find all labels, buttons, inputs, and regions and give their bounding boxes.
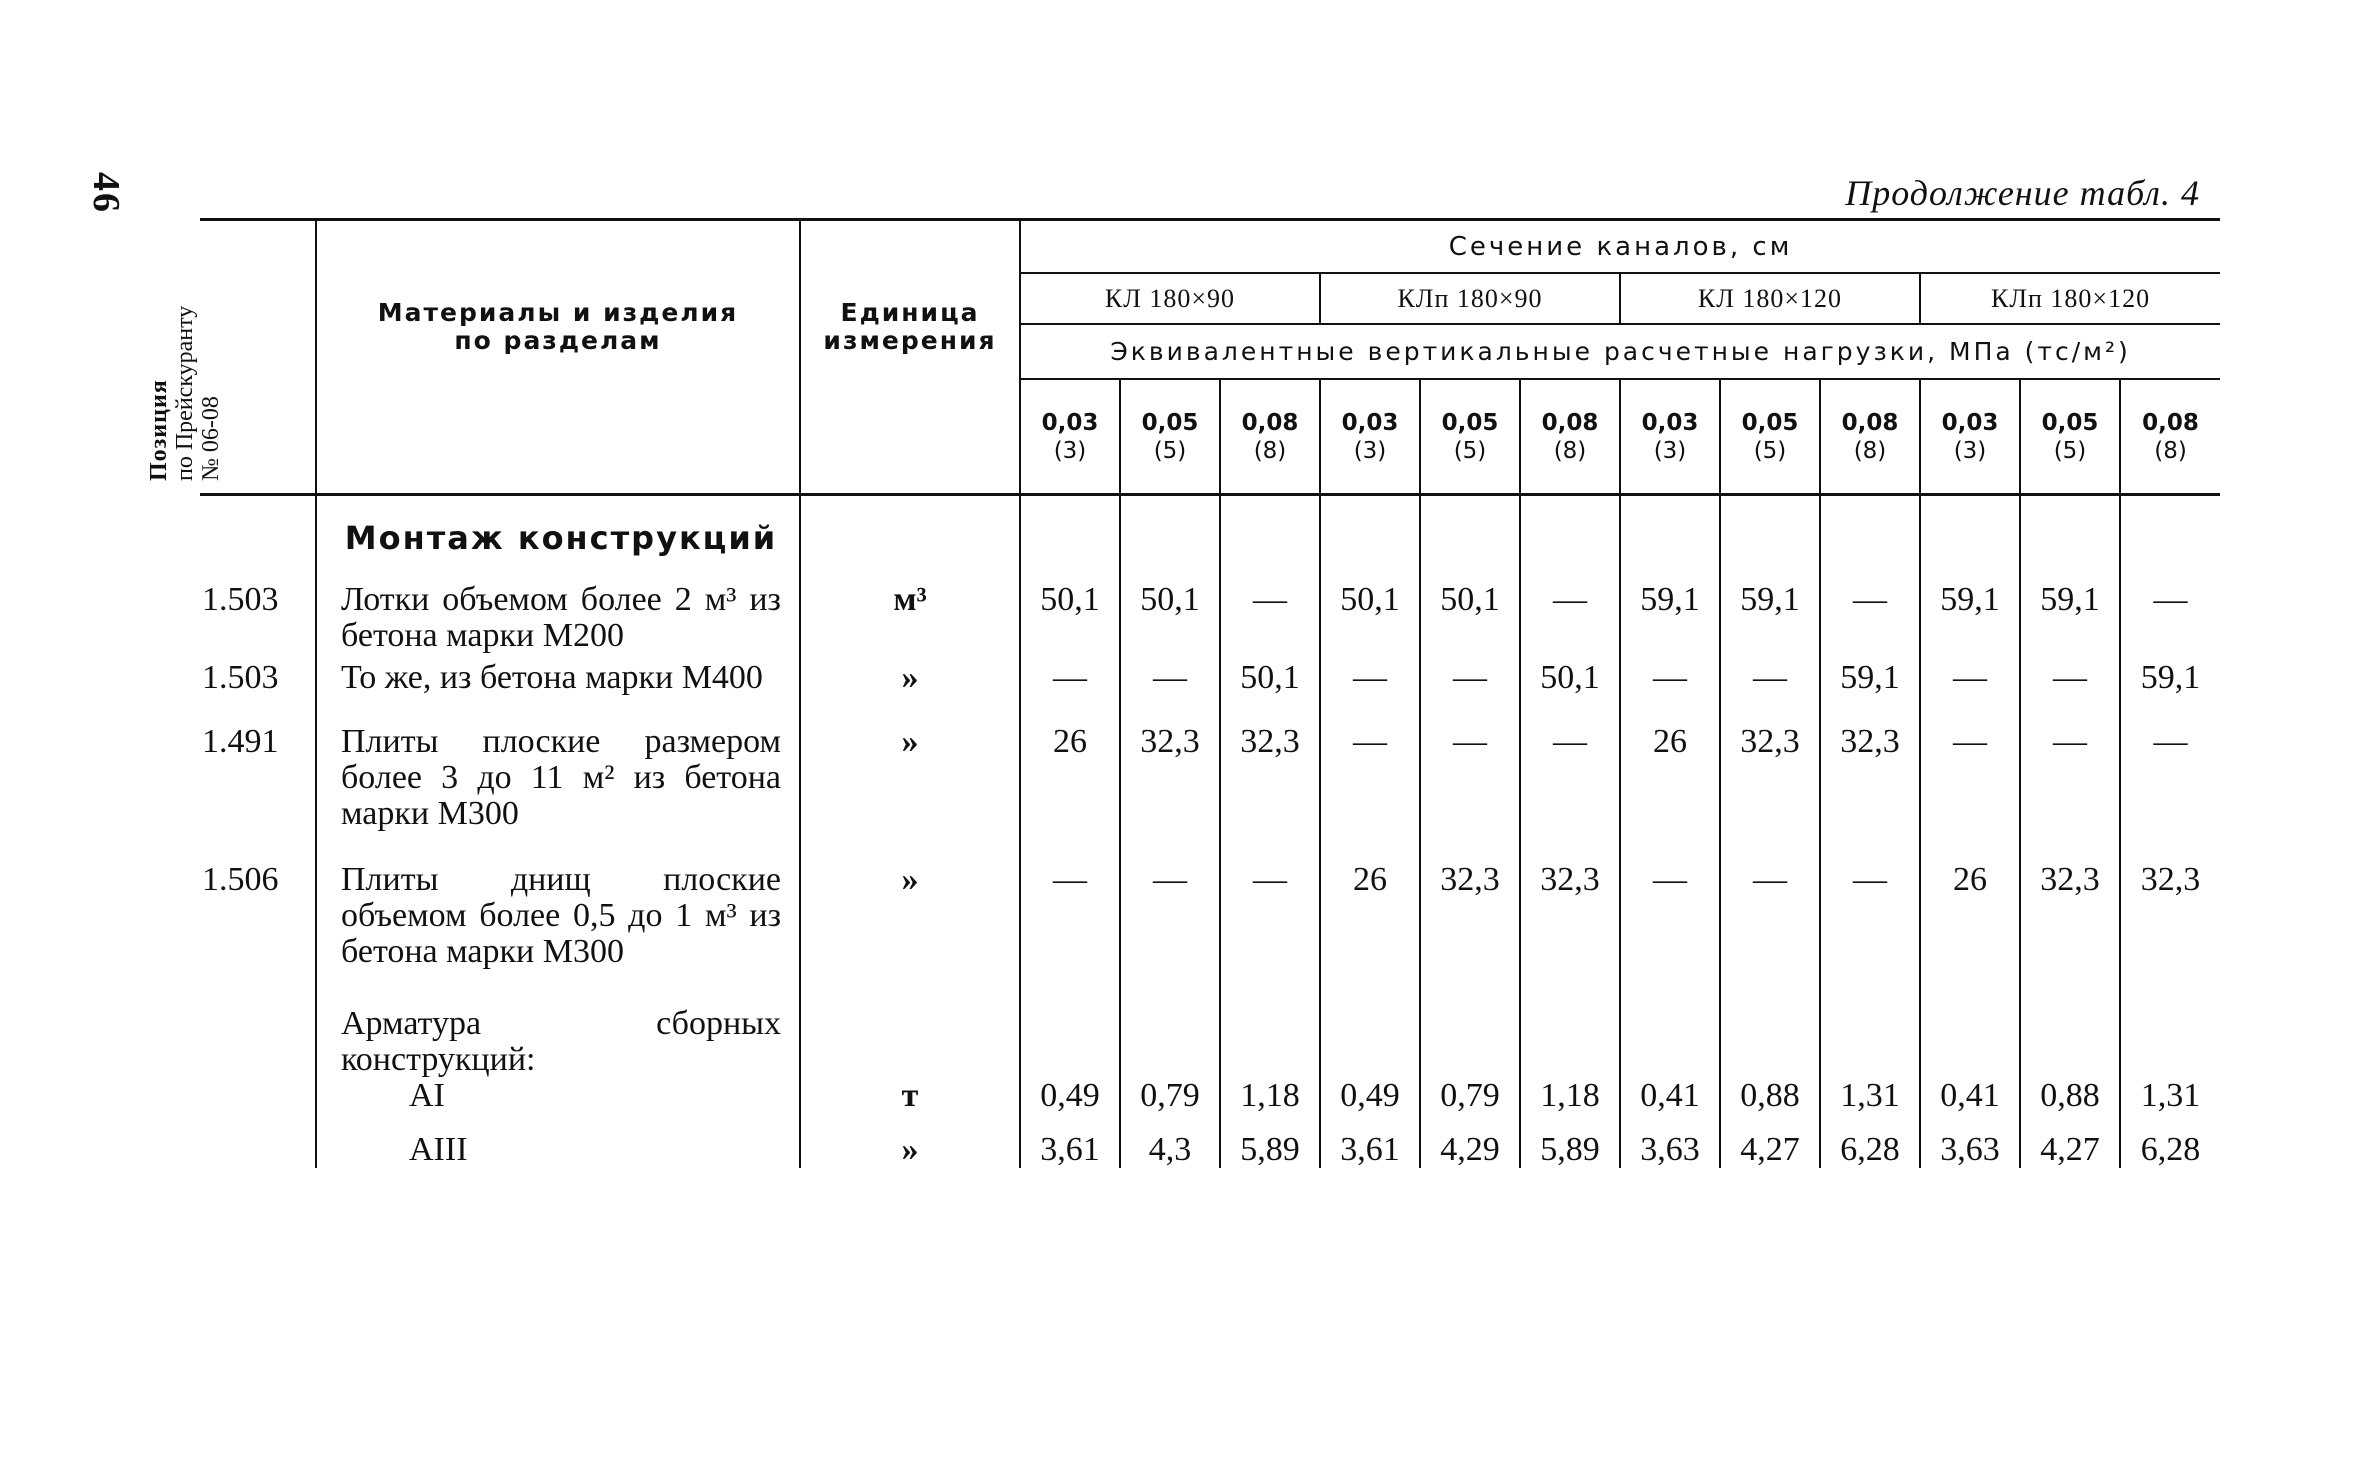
value-cell: 50,1 <box>1420 576 1520 654</box>
value-cell: 59,1 <box>1720 576 1820 654</box>
value-cell: 1,31 <box>2120 1078 2220 1114</box>
table-header <box>146 220 2220 495</box>
table-row <box>200 654 2220 696</box>
value-cell <box>1820 970 1920 1078</box>
value-cell: 50,1 <box>1220 654 1320 696</box>
value-cell <box>1720 970 1820 1078</box>
position-header-line-1: Позиция <box>146 379 172 481</box>
value-cell: 0,49 <box>1320 1078 1420 1114</box>
load-value-header <box>1420 379 1520 494</box>
position-header-line-2: по Прейскуранту <box>172 305 198 481</box>
material-cell <box>316 654 800 696</box>
material-text: Плиты плоские размером более 3 до 11 м² из бетона марки М300 <box>341 723 781 832</box>
value-cell: — <box>2020 654 2120 696</box>
unit-cell: » <box>800 832 1020 970</box>
value-cell: 50,1 <box>1520 654 1620 696</box>
position-cell <box>200 1114 316 1168</box>
value-cell: — <box>1920 654 2020 696</box>
value-cell: 6,28 <box>2120 1114 2220 1168</box>
unit-cell: » <box>800 696 1020 832</box>
value-cell: 32,3 <box>2020 832 2120 970</box>
material-text: То же, из бетона марки М400 <box>341 659 763 696</box>
position-header <box>146 220 316 495</box>
table-row <box>200 832 2220 970</box>
load-value-alt: (3) <box>1953 437 1987 464</box>
material-text: Плиты днищ плоские объемом более 0,5 до 1 м³ из бетона марки М300 <box>341 861 781 970</box>
value-cell: — <box>1820 576 1920 654</box>
section-header: Сечение каналов, см <box>1020 220 2220 274</box>
price-table <box>146 218 2220 1168</box>
load-value-alt: (3) <box>1653 437 1687 464</box>
value-cell: 26 <box>1320 832 1420 970</box>
value-cell: 4,27 <box>1720 1114 1820 1168</box>
table-row <box>200 1078 2220 1114</box>
value-cell: 3,61 <box>1020 1114 1120 1168</box>
load-value: 0,03 <box>1641 409 1699 436</box>
unit-header-line-2: измерения <box>823 326 997 355</box>
value-cell: 26 <box>1920 832 2020 970</box>
material-cell <box>316 832 800 970</box>
value-cell: — <box>1420 654 1520 696</box>
load-value: 0,08 <box>1541 409 1599 436</box>
value-cell <box>2120 970 2220 1078</box>
materials-header <box>316 220 800 495</box>
load-value-alt: (5) <box>1753 437 1787 464</box>
value-cell: 32,3 <box>2120 832 2220 970</box>
value-cell <box>1420 970 1520 1078</box>
value-cell: 3,63 <box>1920 1114 2020 1168</box>
value-cell: — <box>1620 832 1720 970</box>
load-value-alt: (5) <box>1453 437 1487 464</box>
unit-cell: » <box>800 1114 1020 1168</box>
load-value-alt: (3) <box>1353 437 1387 464</box>
load-value-header <box>2020 379 2120 494</box>
value-cell: 6,28 <box>1820 1114 1920 1168</box>
table-row <box>200 970 2220 1078</box>
group-header-kl-180x120: КЛ 180×120 <box>1620 273 1920 324</box>
value-cell: — <box>1420 696 1520 832</box>
armature-item: АIII <box>409 1131 468 1168</box>
value-cell: 1,18 <box>1520 1078 1620 1114</box>
load-value-alt: (8) <box>1853 437 1887 464</box>
materials-header-line-1: Материалы и изделия <box>377 298 739 327</box>
position-cell: 1.491 <box>202 723 279 760</box>
load-value: 0,03 <box>1041 409 1099 436</box>
position-cell <box>200 970 316 1078</box>
value-cell: — <box>1020 654 1120 696</box>
value-cell: 26 <box>1620 696 1720 832</box>
load-value-header <box>1920 379 2020 494</box>
value-cell: 0,41 <box>1620 1078 1720 1114</box>
value-cell: 5,89 <box>1520 1114 1620 1168</box>
value-cell: — <box>1320 696 1420 832</box>
continuation-label: Продолжение табл. 4 <box>1845 173 2200 213</box>
value-cell: — <box>2120 576 2220 654</box>
value-cell: 0,88 <box>2020 1078 2120 1114</box>
unit-cell: » <box>800 654 1020 696</box>
load-value-alt: (8) <box>1553 437 1587 464</box>
value-cell: 59,1 <box>1620 576 1720 654</box>
value-cell <box>1020 970 1120 1078</box>
value-cell: 3,61 <box>1320 1114 1420 1168</box>
material-cell <box>316 696 800 832</box>
load-value: 0,05 <box>1441 409 1499 436</box>
load-value-alt: (3) <box>1053 437 1087 464</box>
load-value-header <box>1720 379 1820 494</box>
armature-title: Арматура сборных конструкций: <box>341 1005 781 1078</box>
value-cell: 1,31 <box>1820 1078 1920 1114</box>
value-cell: 32,3 <box>1520 832 1620 970</box>
value-cell: 0,79 <box>1120 1078 1220 1114</box>
value-cell: 32,3 <box>1420 832 1520 970</box>
value-cell: 26 <box>1020 696 1120 832</box>
value-cell: 32,3 <box>1820 696 1920 832</box>
value-cell: — <box>1820 832 1920 970</box>
load-value-alt: (5) <box>2053 437 2087 464</box>
value-cell: 5,89 <box>1220 1114 1320 1168</box>
material-cell <box>316 1114 800 1168</box>
page-number: 46 <box>85 172 127 214</box>
table-body <box>200 495 2220 1169</box>
load-value-header <box>1820 379 1920 494</box>
load-value: 0,03 <box>1941 409 1999 436</box>
load-value: 0,08 <box>2142 409 2199 436</box>
value-cell: 59,1 <box>1920 576 2020 654</box>
value-cell: 32,3 <box>1120 696 1220 832</box>
value-cell: — <box>1120 832 1220 970</box>
value-cell: 1,18 <box>1220 1078 1320 1114</box>
material-text: Лотки объемом более 2 м³ из бетона марки М200 <box>341 581 781 654</box>
table-row <box>200 1114 2220 1168</box>
value-cell <box>1120 970 1220 1078</box>
load-header: Эквивалентные вертикальные расчетные нагрузки, МПа (тс/м²) <box>1020 324 2220 379</box>
value-cell: 50,1 <box>1020 576 1120 654</box>
value-cell: — <box>1220 832 1320 970</box>
material-cell <box>316 970 800 1078</box>
unit-header <box>800 220 1020 495</box>
position-cell: 1.503 <box>202 581 279 618</box>
material-cell <box>316 576 800 654</box>
value-cell: 32,3 <box>1220 696 1320 832</box>
value-cell <box>1320 970 1420 1078</box>
value-cell: 59,1 <box>1820 654 1920 696</box>
value-cell: 59,1 <box>2020 576 2120 654</box>
value-cell: — <box>1920 696 2020 832</box>
value-cell: 0,79 <box>1420 1078 1520 1114</box>
value-cell <box>1220 970 1320 1078</box>
value-cell: 50,1 <box>1320 576 1420 654</box>
load-value: 0,05 <box>1741 409 1799 436</box>
value-cell: 59,1 <box>2120 654 2220 696</box>
load-value-alt: (8) <box>1253 437 1287 464</box>
material-cell <box>316 1078 800 1114</box>
unit-cell: т <box>800 1078 1020 1114</box>
load-value-alt: (5) <box>1153 437 1187 464</box>
value-cell: — <box>1320 654 1420 696</box>
unit-header-line-1: Единица <box>840 298 980 327</box>
load-value-header <box>1620 379 1720 494</box>
group-header-klp-180x90: КЛп 180×90 <box>1320 273 1620 324</box>
load-value-alt: (8) <box>2154 437 2187 464</box>
value-cell: — <box>1620 654 1720 696</box>
section-unit-cell <box>800 495 1020 577</box>
group-header-kl-180x90: КЛ 180×90 <box>1020 273 1320 324</box>
value-cell <box>1520 970 1620 1078</box>
value-cell: — <box>2020 696 2120 832</box>
armature-item: АI <box>409 1077 445 1114</box>
value-cell: 3,63 <box>1620 1114 1720 1168</box>
value-cell: 50,1 <box>1120 576 1220 654</box>
value-cell <box>1620 970 1720 1078</box>
position-cell: 1.506 <box>202 861 279 898</box>
position-header-line-3: № 06-08 <box>198 396 224 481</box>
value-cell <box>2020 970 2120 1078</box>
value-cell: 0,49 <box>1020 1078 1120 1114</box>
value-cell: 0,41 <box>1920 1078 2020 1114</box>
table-row <box>200 696 2220 832</box>
value-cell: 4,29 <box>1420 1114 1520 1168</box>
value-cell: — <box>1020 832 1120 970</box>
load-value: 0,08 <box>1241 409 1299 436</box>
value-cell: — <box>1520 696 1620 832</box>
value-cell: 4,3 <box>1120 1114 1220 1168</box>
load-value-header <box>1020 379 1120 494</box>
load-value: 0,05 <box>1141 409 1199 436</box>
value-cell: 4,27 <box>2020 1114 2120 1168</box>
load-value: 0,05 <box>2041 409 2099 436</box>
section-title: Монтаж конструкций <box>344 519 778 557</box>
value-cell: 32,3 <box>1720 696 1820 832</box>
position-cell <box>200 1078 316 1114</box>
value-cell: — <box>1520 576 1620 654</box>
unit-cell: м³ <box>800 576 1020 654</box>
value-cell: 0,88 <box>1720 1078 1820 1114</box>
load-value: 0,03 <box>1341 409 1399 436</box>
value-cell: — <box>2120 696 2220 832</box>
load-value-header <box>1120 379 1220 494</box>
materials-header-line-2: по разделам <box>454 326 662 355</box>
section-pos-cell <box>200 495 316 577</box>
load-value-header <box>2120 379 2220 494</box>
value-cell: — <box>1220 576 1320 654</box>
table-row <box>200 576 2220 654</box>
load-value-header <box>1220 379 1320 494</box>
value-cell: — <box>1720 654 1820 696</box>
unit-cell <box>800 970 1020 1078</box>
load-value: 0,08 <box>1841 409 1899 436</box>
value-cell: — <box>1720 832 1820 970</box>
value-cell: — <box>1120 654 1220 696</box>
position-cell: 1.503 <box>202 659 279 696</box>
group-header-klp-180x120: КЛп 180×120 <box>1920 273 2220 324</box>
section-title-cell <box>316 495 800 577</box>
load-value-header <box>1320 379 1420 494</box>
value-cell <box>1920 970 2020 1078</box>
load-value-header <box>1520 379 1620 494</box>
